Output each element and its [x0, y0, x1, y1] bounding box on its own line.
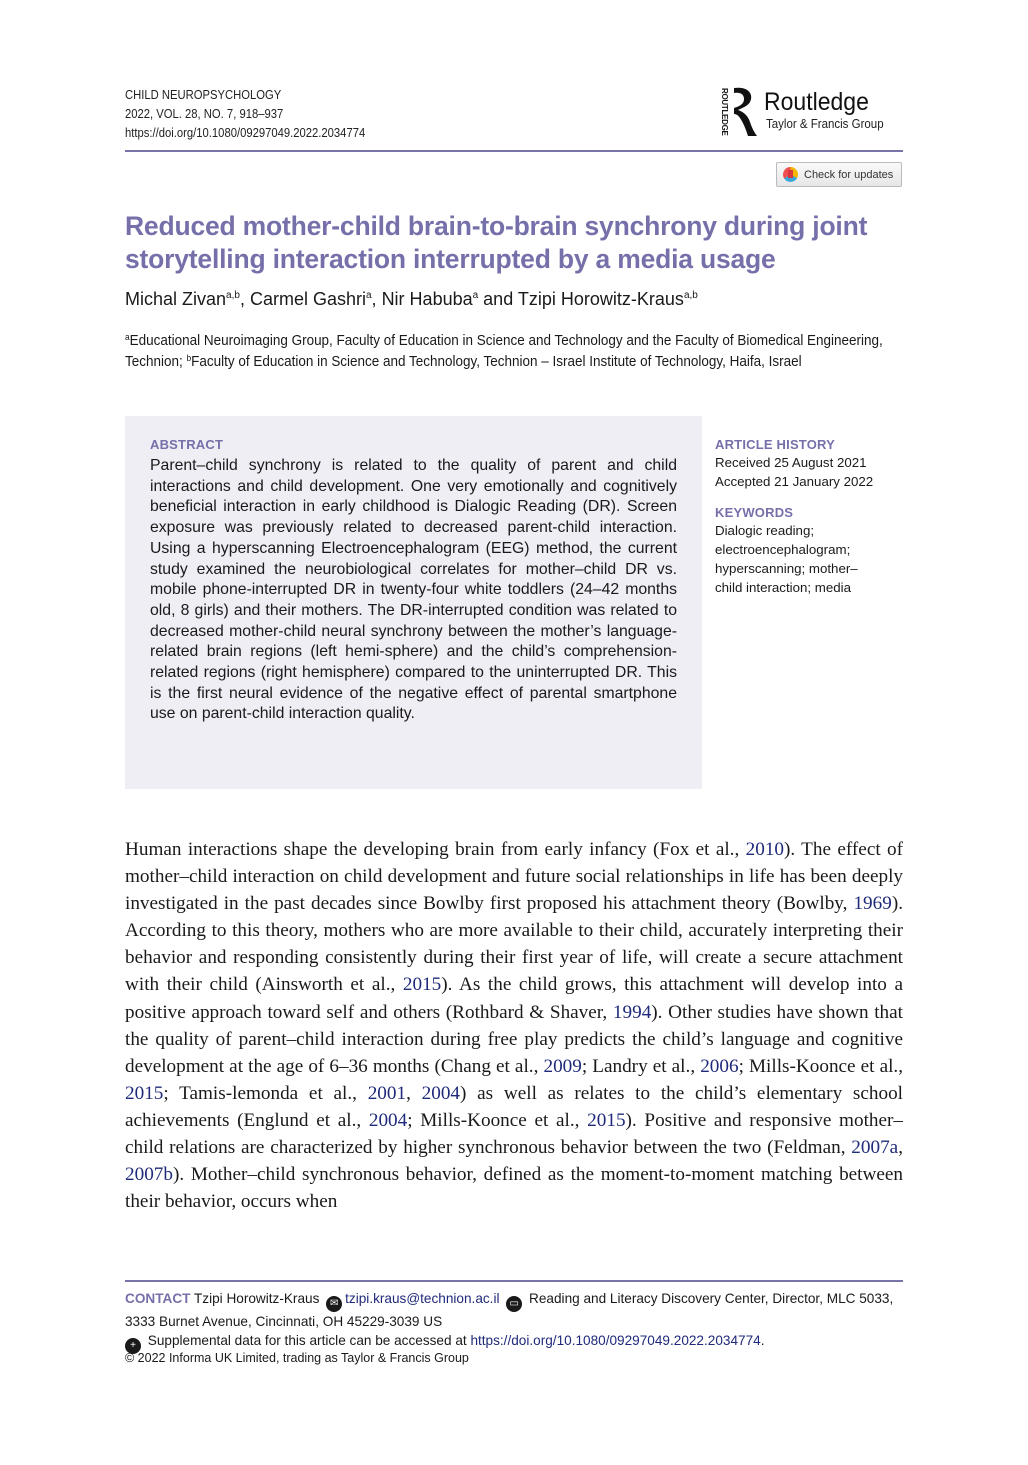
journal-name: CHILD NEUROPSYCHOLOGY — [125, 88, 282, 102]
body-text-segment: , — [898, 1137, 903, 1159]
keyword-line: child interaction; media — [715, 580, 851, 595]
citation-link[interactable]: 2004 — [368, 1109, 408, 1131]
keywords-heading: KEYWORDS — [715, 505, 794, 520]
supplemental-text: Supplemental data for this article can be accessed at — [144, 1333, 471, 1348]
body-text-segment: ). Other studies have shown that the quality of parent–child interaction during free play predicts the child’s language and cognitive development at the age of 6–36 months (Chang et al., — [125, 1001, 904, 1077]
affiliation-b-mark: b — [186, 353, 192, 363]
citation-link[interactable]: 2010 — [745, 839, 784, 860]
body-text-segment: Human interactions shape the developing brain from early infancy (Fox et al., — [125, 839, 746, 860]
contact-label: CONTACT — [125, 1291, 191, 1306]
author-list — [125, 289, 698, 310]
body-text-segment: ). The effect of mother–child interaction on child development and future social relationships in life has been deeply investigated in the past decades since Bowlby first proposed his attachment theory (Bowlby, — [125, 839, 903, 915]
supplemental-link[interactable]: https://doi.org/10.1080/09297049.2022.2034774 — [470, 1333, 761, 1348]
body-text-segment: ; Landry et al., — [581, 1055, 701, 1077]
author-separator: , — [239, 289, 250, 309]
envelope-icon: ✉ — [326, 1296, 342, 1312]
crossmark-icon — [783, 167, 798, 182]
publisher-name: Routledge — [764, 88, 869, 116]
contact-footnote — [125, 1289, 905, 1354]
copyright-notice: © 2022 Informa UK Limited, trading as Taylor & Francis Group — [125, 1351, 469, 1365]
volume-info: 2022, VOL. 28, NO. 7, 918–937 — [125, 107, 284, 121]
body-text-segment: ). Positive and responsive mother–child relations are characterized by higher synchronous behavior between the two (Feldman, — [125, 1109, 903, 1159]
body-text-segment: ). Mother–child synchronous behavior, defined as the moment-to-moment matching between their behavior, occurs when — [125, 1164, 903, 1213]
contact-email-link[interactable]: tzipi.kraus@technion.ac.il — [345, 1291, 500, 1306]
keyword-line: hyperscanning; mother– — [715, 561, 858, 576]
article-sidebar — [715, 437, 910, 597]
body-text-segment: ). According to this theory, mothers who are more available to their child, accurately interpreting their behavior and responding consistently during their first year of life, will create a secure attachment with their child (Ainsworth et al., — [125, 893, 903, 996]
header-divider — [125, 150, 903, 152]
affiliations — [125, 331, 904, 373]
supplemental-end: . — [760, 1333, 765, 1348]
author-affiliation-mark: a,b — [683, 290, 698, 301]
article-title: Reduced mother-child brain-to-brain synchrony during joint storytelling interaction interrupted by a media usage — [125, 211, 868, 274]
author-name: Nir Habuba — [381, 289, 473, 309]
citation-link[interactable]: 1969 — [853, 893, 892, 915]
address-card-icon: ▭ — [506, 1296, 522, 1312]
body-text-segment: , — [406, 1082, 422, 1104]
keyword-line: electroencephalogram; — [715, 542, 851, 557]
citation-link[interactable]: 2015 — [402, 974, 442, 996]
publisher-logo — [719, 86, 909, 138]
footer-divider — [125, 1280, 903, 1282]
author-name: Michal Zivan — [125, 289, 227, 309]
citation-link[interactable]: 1994 — [612, 1001, 652, 1023]
author-name: Tzipi Horowitz-Kraus — [517, 289, 684, 309]
body-text-segment: ; Tamis-lemonda et al., — [163, 1082, 368, 1104]
contact-address: Reading and Literacy Discovery Center, Director, MLC 5033, 3333 Burnet Avenue, Cincinnati, OH 45229-3039 US — [125, 1291, 894, 1329]
keyword-line: Dialogic reading; — [715, 523, 815, 538]
author-affiliation-mark: a — [365, 290, 372, 301]
author-name: Carmel Gashri — [249, 289, 366, 309]
journal-info — [125, 86, 365, 143]
publisher-vertical-text: ROUTLEDGE — [720, 88, 729, 136]
affiliation-a: Educational Neuroimaging Group, Faculty of Education in Science and Technology and the Faculty of Biomedical Engineering, Technion; — [125, 333, 883, 370]
routledge-r-icon — [728, 86, 758, 138]
body-paragraph — [125, 836, 903, 1215]
body-text-segment: ; Mills-Koonce et al., — [738, 1055, 904, 1077]
abstract-text: Parent–child synchrony is related to the quality of parent and child interactions and child development. One very emotionally and cognitively beneficial interaction in early childhood is Dialogic Reading (DR). Screen exposure was previously related to decreased parent-child interaction. Using a hyperscanning Electroencephalogram (EEG) method, the current study examined the neurobiological correlates for mother–child DR vs. mobile phone-interrupted DR in twenty-four white toddlers (24–42 months old, 8 girls) and their mothers. The DR-interrupted condition was related to decreased mother-child neural synchrony between the mother’s language-related brain regions (left hemi-sphere) and the child’s comprehension-related regions (right hemisphere) compared to the uninterrupted DR. This is the first neural evidence of the negative effect of parental smartphone use on parent-child interaction quality. — [150, 457, 677, 723]
contact-name: Tzipi Horowitz-Kraus — [190, 1291, 324, 1306]
supplemental-file-icon: + — [125, 1338, 141, 1354]
check-for-updates-button[interactable] — [776, 162, 902, 187]
affiliation-b: Faculty of Education in Science and Technology, Technion – Israel Institute of Technology, Haifa, Israel — [191, 354, 802, 370]
body-text-segment: ; Mills-Koonce et al., — [407, 1109, 588, 1131]
author-separator: and — [478, 289, 518, 309]
affiliation-a-mark: a — [125, 332, 130, 342]
author-affiliation-mark: a — [472, 290, 479, 301]
citation-link[interactable]: 2007b — [125, 1164, 173, 1186]
abstract-heading: ABSTRACT — [150, 437, 224, 452]
received-date: Received 25 August 2021 — [715, 455, 867, 470]
publisher-group: Taylor & Francis Group — [766, 117, 884, 131]
citation-link[interactable]: 2007a — [851, 1137, 899, 1159]
citation-link[interactable]: 2006 — [700, 1055, 739, 1077]
accepted-date: Accepted 21 January 2022 — [715, 474, 874, 489]
citation-link[interactable]: 2001 — [367, 1082, 407, 1104]
citation-link[interactable]: 2015 — [125, 1082, 164, 1104]
citation-link[interactable]: 2004 — [421, 1082, 460, 1104]
author-affiliation-mark: a,b — [226, 290, 240, 301]
check-for-updates-label: Check for updates — [804, 168, 894, 181]
citation-link[interactable]: 2009 — [543, 1055, 582, 1077]
doi-link[interactable]: https://doi.org/10.1080/09297049.2022.2034774 — [125, 126, 366, 140]
citation-link[interactable]: 2015 — [587, 1109, 626, 1131]
body-text-segment: ) as well as relates to the child’s elementary school achievements (Englund et al., — [125, 1082, 904, 1131]
author-separator: , — [371, 289, 382, 309]
body-text-segment: ). As the child grows, this attachment will develop into a positive approach toward self and others (Rothbard & Shaver, — [125, 974, 903, 1023]
article-history-heading: ARTICLE HISTORY — [715, 437, 836, 452]
